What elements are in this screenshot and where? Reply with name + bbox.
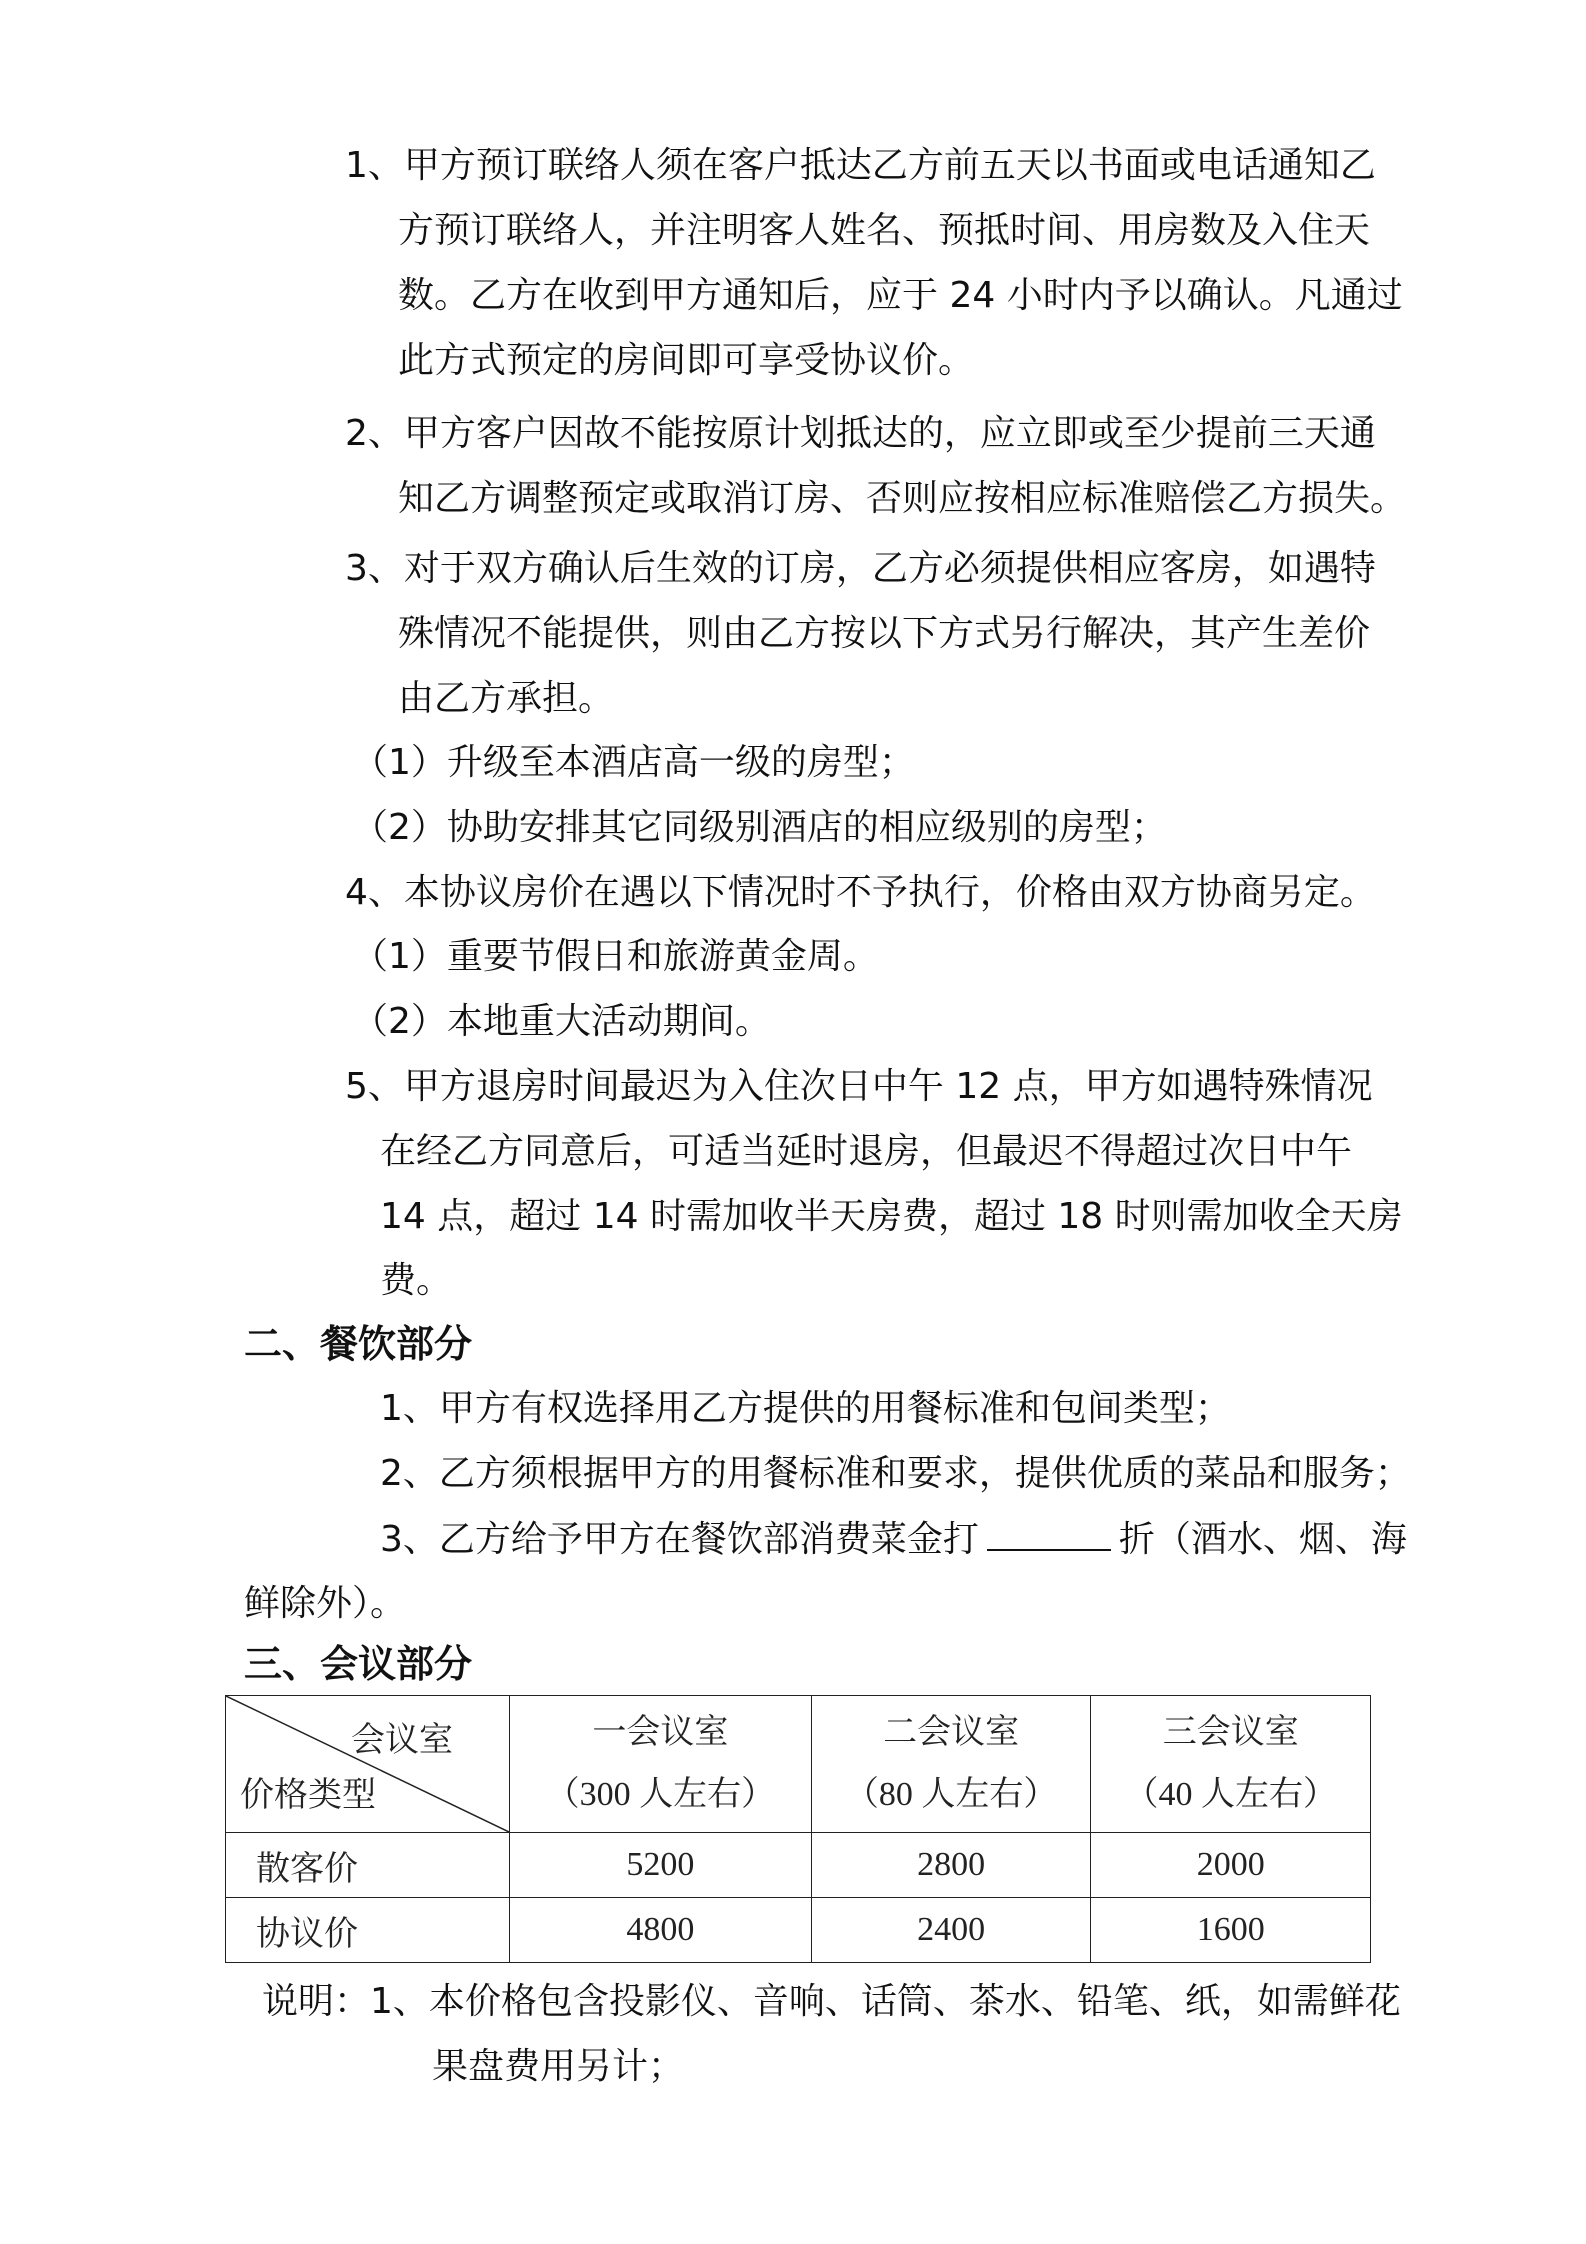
item-1-line-2: 方预订联络人，并注明客人姓名、预抵时间、用房数及入住天	[398, 210, 1371, 251]
item-5-line-2: 在经乙方同意后，可适当延时退房，但最迟不得超过次日中午	[380, 1131, 1353, 1172]
catering-item-3-suffix: 折（酒水、烟、海	[1118, 1519, 1407, 1560]
room-capacity: （40 人左右）	[1124, 1776, 1337, 1813]
price-cell: 2400	[811, 1898, 1091, 1963]
item-1-line-1: 1、甲方预订联络人须在客户抵达乙方前五天以书面或电话通知乙	[345, 145, 1376, 186]
item-5-line-3: 14 点，超过 14 时需加收半天房费，超过 18 时则需加收全天房	[380, 1196, 1403, 1237]
row-label: 协议价	[226, 1898, 510, 1963]
room-capacity: （80 人左右）	[844, 1776, 1058, 1813]
price-cell: 5200	[510, 1833, 812, 1898]
item-2-line-1: 2、甲方客户因故不能按原计划抵达的，应立即或至少提前三天通	[345, 413, 1376, 454]
item-3-sub-2: （2）协助安排其它同级别酒店的相应级别的房型；	[352, 807, 1167, 848]
item-4-line-1: 4、本协议房价在遇以下情况时不予执行，价格由双方协商另定。	[345, 872, 1376, 913]
item-1-line-4: 此方式预定的房间即可享受协议价。	[398, 340, 975, 381]
price-cell: 2800	[811, 1833, 1091, 1898]
corner-room-label: 会议室	[351, 1722, 453, 1759]
item-4-sub-1: （1）重要节假日和旅游黄金周。	[352, 936, 879, 977]
table-header-row	[226, 1696, 1371, 1833]
item-3-sub-1: （1）升级至本酒店高一级的房型；	[352, 742, 915, 783]
item-3-line-3: 由乙方承担。	[398, 678, 615, 719]
price-cell: 4800	[510, 1898, 812, 1963]
meeting-price-table	[225, 1695, 1371, 1963]
meeting-note-line-1: 说明：1、本价格包含投影仪、音响、话筒、茶水、铅笔、纸，如需鲜花	[262, 1981, 1401, 2022]
row-label: 散客价	[226, 1833, 510, 1898]
room-capacity: （300 人左右）	[545, 1776, 776, 1813]
item-3-line-2: 殊情况不能提供，则由乙方按以下方式另行解决，其产生差价	[398, 613, 1371, 654]
corner-cell	[226, 1696, 510, 1833]
item-5-line-1: 5、甲方退房时间最迟为入住次日中午 12 点，甲方如遇特殊情况	[345, 1066, 1373, 1107]
room-header-1	[510, 1696, 812, 1833]
price-cell: 2000	[1091, 1833, 1371, 1898]
corner-price-label: 价格类型	[240, 1777, 376, 1814]
catering-item-3-prefix: 3、乙方给予甲方在餐饮部消费菜金打	[380, 1519, 979, 1560]
table-row	[226, 1898, 1371, 1963]
catering-item-3-continued: 鲜除外）。	[244, 1583, 407, 1624]
item-5-line-4: 费。	[380, 1260, 453, 1301]
catering-item-3	[380, 1515, 1407, 1564]
catering-item-1: 1、甲方有权选择用乙方提供的用餐标准和包间类型；	[380, 1388, 1231, 1429]
room-header-3	[1091, 1696, 1371, 1833]
room-name: 二会议室	[883, 1714, 1020, 1751]
discount-blank	[987, 1515, 1111, 1551]
catering-item-2: 2、乙方须根据甲方的用餐标准和要求，提供优质的菜品和服务；	[380, 1453, 1411, 1494]
item-2-line-2: 知乙方调整预定或取消订房、否则应按相应标准赔偿乙方损失。	[398, 478, 1407, 519]
item-1-line-3: 数。乙方在收到甲方通知后，应于 24 小时内予以确认。凡通过	[398, 275, 1403, 316]
table-row	[226, 1833, 1371, 1898]
meeting-heading: 三、会议部分	[244, 1642, 473, 1686]
item-3-line-1: 3、对于双方确认后生效的订房，乙方必须提供相应客房，如遇特	[345, 548, 1376, 589]
catering-heading: 二、餐饮部分	[244, 1322, 473, 1366]
item-4-sub-2: （2）本地重大活动期间。	[352, 1001, 771, 1042]
room-header-2	[811, 1696, 1091, 1833]
room-name: 一会议室	[592, 1714, 729, 1751]
price-cell: 1600	[1091, 1898, 1371, 1963]
meeting-note-line-2: 果盘费用另计；	[432, 2046, 685, 2087]
room-name: 三会议室	[1162, 1714, 1299, 1751]
